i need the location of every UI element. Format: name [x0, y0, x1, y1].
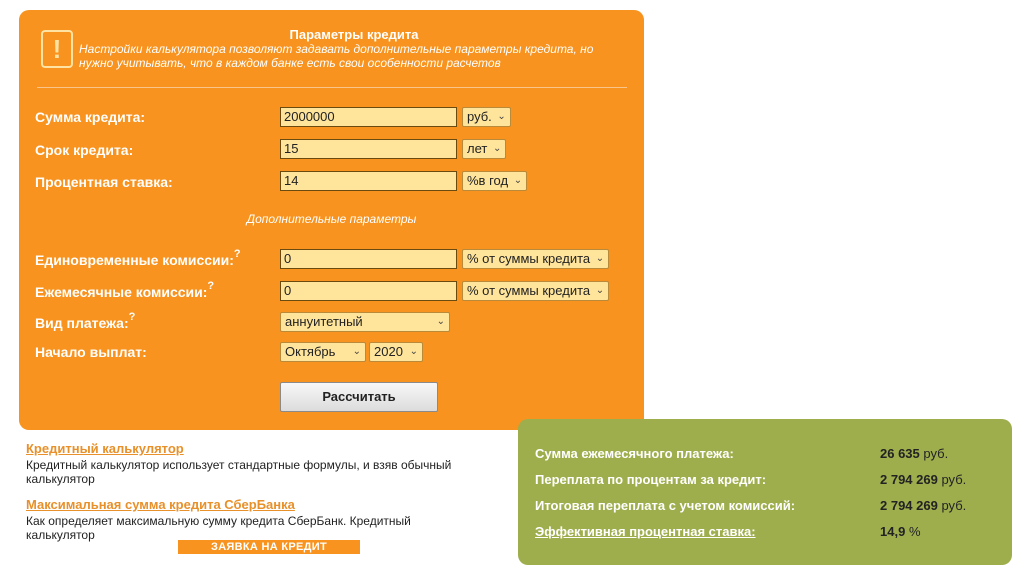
help-icon[interactable]: ? [233, 248, 241, 260]
result-interest-overpay [535, 472, 995, 487]
result-total-overpay [535, 498, 995, 513]
monthly-fees-input[interactable]: 0 [280, 281, 457, 301]
result-value [880, 498, 966, 513]
select-value: % от суммы кредита [467, 251, 591, 266]
loan-amount-input[interactable]: 2000000 [280, 107, 457, 127]
chevron-down-icon: ⌄ [595, 253, 605, 264]
select-value: % от суммы кредита [467, 283, 591, 298]
loan-amount-unit-select[interactable] [462, 107, 511, 127]
loan-term-label: Срок кредита: [35, 142, 134, 158]
value-number: 26 635 [880, 446, 920, 461]
interest-rate-unit-select[interactable] [462, 171, 527, 191]
result-label: Итоговая переплата с учетом комиссий: [535, 498, 796, 513]
link-block-credit-calculator [26, 441, 466, 486]
panel-note: Настройки калькулятора позволяют задавать дополнительные параметры кредита, но нужно учитывать, что в каждом банке есть свои особенности расчетов [79, 42, 594, 70]
one-time-fees-unit-select[interactable] [462, 249, 609, 269]
sberbank-max-loan-link[interactable]: Максимальная сумма кредита СберБанка [26, 497, 295, 512]
chevron-down-icon: ⌄ [436, 316, 445, 327]
select-value: аннуитетный [285, 314, 363, 329]
result-effective-rate [535, 524, 995, 539]
chevron-down-icon: ⌄ [352, 346, 361, 357]
result-label: Переплата по процентам за кредит: [535, 472, 767, 487]
start-year-select[interactable] [369, 342, 423, 362]
result-label: Сумма ежемесячного платежа: [535, 446, 734, 461]
payment-type-label [35, 311, 136, 331]
loan-term-input[interactable]: 15 [280, 139, 457, 159]
select-value: Октябрь [285, 344, 336, 359]
one-time-fees-input[interactable]: 0 [280, 249, 457, 269]
additional-params-label: Дополнительные параметры [246, 212, 417, 226]
select-value: лет [467, 141, 488, 156]
select-value: %в год [467, 173, 509, 188]
chevron-down-icon: ⌄ [513, 175, 523, 186]
result-value [880, 446, 948, 461]
effective-rate-link[interactable]: Эффективная процентная ставка: [535, 524, 756, 539]
value-unit: руб. [923, 446, 949, 461]
loan-parameters-panel [19, 10, 644, 430]
monthly-fees-unit-select[interactable] [462, 281, 609, 301]
chevron-down-icon: ⌄ [409, 346, 418, 357]
value-number: 2 794 269 [880, 472, 938, 487]
loan-amount-label: Сумма кредита: [35, 109, 146, 125]
chevron-down-icon: ⌄ [497, 111, 506, 122]
value-unit: % [908, 524, 921, 539]
divider [37, 87, 627, 88]
value-number: 2 794 269 [880, 498, 938, 513]
monthly-fees-label [35, 280, 215, 300]
credit-calculator-link[interactable]: Кредитный калькулятор [26, 441, 184, 456]
one-time-fees-text: Единовременные комиссии: [35, 252, 234, 268]
help-icon[interactable]: ? [207, 280, 215, 292]
results-panel [518, 419, 1012, 565]
value-unit: руб. [941, 472, 967, 487]
chevron-down-icon: ⌄ [492, 143, 502, 154]
calculate-button[interactable]: Рассчитать [280, 382, 438, 412]
monthly-fees-text: Ежемесячные комиссии: [35, 284, 208, 300]
sberbank-max-loan-desc: Как определяет максимальную сумму кредита СберБанк. Кредитный калькулятор [26, 514, 411, 542]
interest-rate-label: Процентная ставка: [35, 174, 173, 190]
select-value: 2020 [374, 344, 403, 359]
start-month-select[interactable] [280, 342, 366, 362]
chevron-down-icon: ⌄ [595, 285, 605, 296]
one-time-fees-label [35, 248, 241, 268]
help-icon[interactable]: ? [128, 311, 136, 323]
credit-calculator-desc: Кредитный калькулятор использует стандартные формулы, и взяв обычный калькулятор [26, 458, 452, 486]
select-value: руб. [467, 109, 492, 124]
loan-term-unit-select[interactable] [462, 139, 506, 159]
result-value [880, 472, 966, 487]
interest-rate-input[interactable]: 14 [280, 171, 457, 191]
start-date-label: Начало выплат: [35, 344, 147, 360]
panel-title: Параметры кредита [289, 27, 419, 42]
exclamation-icon: ! [41, 30, 73, 68]
apply-for-loan-button[interactable]: ЗАЯВКА НА КРЕДИТ [178, 540, 360, 554]
link-block-sberbank-max [26, 497, 466, 542]
result-monthly-payment [535, 446, 995, 461]
payment-type-select[interactable] [280, 312, 450, 332]
value-number: 14,9 [880, 524, 906, 539]
value-unit: руб. [941, 498, 967, 513]
result-value [880, 524, 921, 539]
payment-type-text: Вид платежа: [35, 315, 129, 331]
